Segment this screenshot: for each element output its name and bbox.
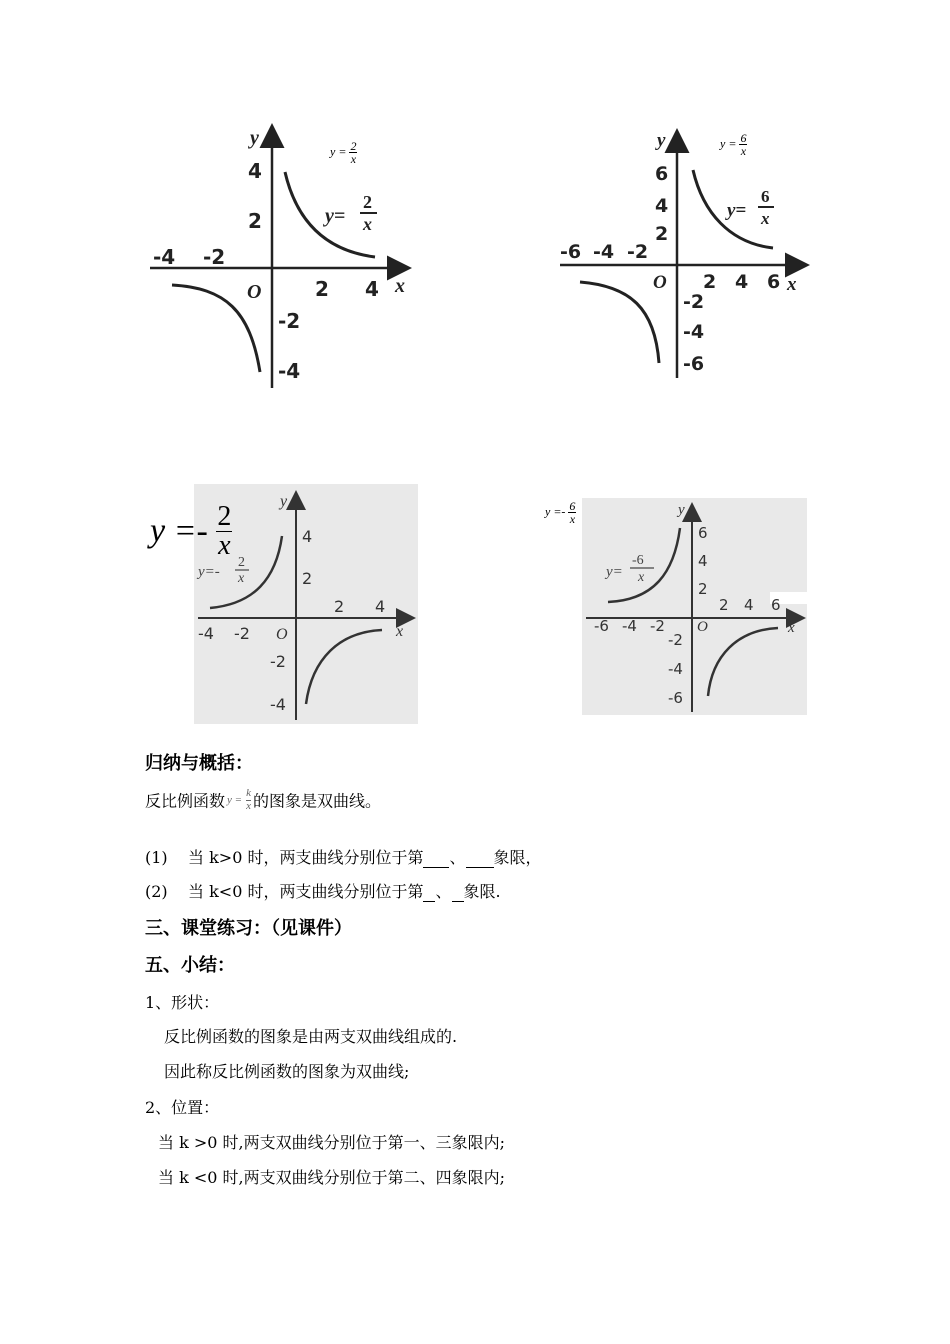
tick-label: -4: [593, 241, 615, 263]
summary-formula: [227, 794, 242, 806]
x-axis-label: x: [787, 274, 797, 295]
curve-label-den: x: [363, 214, 372, 234]
blank: [423, 882, 435, 902]
curve-label-num: 6: [761, 187, 770, 206]
curve-label-lhs: y=: [606, 564, 623, 580]
section-5-heading: 五、小结：: [145, 955, 235, 976]
graph-y-neg-6-over-x: [582, 498, 807, 715]
shape-title: 1、形状：: [145, 993, 220, 1012]
summary-formula-lhs: y =: [227, 793, 243, 806]
tick-label: -6: [683, 353, 705, 375]
tick-label: -2: [270, 652, 286, 671]
curve-label-lhs: y=: [727, 200, 747, 221]
summary-intro: [145, 788, 381, 812]
blank: [452, 882, 464, 902]
tick-label: -4: [683, 321, 705, 343]
curve-label-lhs: y=: [325, 205, 346, 227]
formula-num: 2: [217, 501, 232, 532]
tick-label: 4: [698, 552, 708, 570]
origin-label: O: [653, 272, 667, 293]
shape-line-1: 反比例函数的图象是由两支双曲线组成的.: [164, 1027, 458, 1046]
blank: [466, 848, 494, 868]
summary-formula-num: k: [246, 787, 251, 799]
item-1: [145, 845, 542, 868]
curve-q3: [580, 282, 659, 363]
item-1-text-a: 当 k>0 时，两支曲线分别位于第: [188, 848, 424, 867]
tick-label: 2: [719, 596, 729, 614]
formula-den: x: [740, 144, 747, 158]
y-axis-label: y: [250, 127, 259, 149]
origin-label: O: [697, 619, 708, 635]
tick-label: 4: [744, 596, 754, 614]
tick-label: 4: [365, 277, 379, 301]
formula-y-2-over-x: [330, 140, 357, 165]
curve-label-den: x: [761, 209, 770, 228]
x-axis-label: x: [395, 275, 405, 297]
tick-label: -2: [627, 241, 649, 263]
curve-label-den: x: [638, 570, 645, 585]
tick-label: -2: [650, 617, 665, 635]
curve-q4: [306, 630, 382, 704]
position-line-1: 当 k >0 时,两支双曲线分别位于第一、三象限内;: [158, 1133, 506, 1152]
formula-y-neg-2-over-x: [150, 503, 232, 560]
section-3-heading: 三、课堂练习：（见课件）: [145, 918, 352, 939]
y-axis-label: y: [657, 130, 666, 151]
tick-label: 4: [735, 271, 749, 293]
formula-num: 6: [740, 131, 747, 145]
y-axis-label: y: [678, 502, 685, 518]
item-1-number: (1): [145, 848, 168, 867]
tick-label: -4: [278, 359, 301, 383]
graph4-svg: [582, 498, 807, 715]
tick-label: -4: [270, 695, 286, 714]
graph2-svg: [555, 128, 815, 383]
item-1-text-c: 象限，: [493, 848, 542, 867]
tick-label: 6: [771, 596, 781, 614]
formula-y-neg-6-over-x: [545, 500, 576, 525]
formula-lhs: y =-: [150, 512, 208, 550]
curve-label-num: -6: [632, 553, 644, 568]
tick-label: -4: [153, 245, 176, 269]
tick-label: -4: [668, 660, 683, 678]
graph-y-6-over-x: [555, 128, 815, 383]
curve-label-num: 2: [238, 555, 245, 570]
tick-label: 4: [655, 195, 669, 217]
curve-q4: [708, 628, 778, 696]
position-line-2: 当 k <0 时,两支双曲线分别位于第二、四象限内;: [158, 1168, 506, 1187]
formula-num: 2: [350, 139, 357, 153]
position-title: 2、位置：: [145, 1098, 220, 1117]
summary-formula-den: x: [246, 799, 251, 812]
item-1-text-b: 、: [449, 848, 466, 867]
x-axis-label: x: [788, 620, 795, 636]
tick-label: 4: [302, 527, 313, 546]
graph-y-2-over-x: [145, 120, 415, 390]
curve-label-den: x: [238, 571, 245, 586]
tick-label: 2: [315, 277, 329, 301]
tick-label: -2: [668, 631, 683, 649]
tick-label: 2: [248, 209, 262, 233]
formula-lhs: y =: [330, 144, 347, 159]
item-2-text-b: 、: [435, 882, 452, 901]
summary-heading: 归纳与概括：: [145, 753, 253, 774]
tick-label: 6: [767, 271, 781, 293]
formula-lhs: y =: [720, 136, 737, 151]
origin-label: O: [247, 281, 262, 303]
formula-den: x: [350, 152, 357, 166]
tick-label: -4: [622, 617, 637, 635]
curve-label-lhs: y=-: [198, 564, 220, 580]
tick-label: -2: [203, 245, 226, 269]
summary-fraction: [246, 788, 251, 812]
y-axis-label: y: [280, 493, 288, 510]
tick-label: 4: [248, 159, 262, 183]
formula-lhs: y =-: [545, 504, 566, 519]
blank: [423, 848, 449, 868]
tick-label: -2: [683, 291, 705, 313]
tick-label: -6: [560, 241, 582, 263]
tick-label: 2: [655, 223, 669, 245]
item-2-text-a: 当 k<0 时，两支曲线分别位于第: [188, 882, 424, 901]
summary-intro-after: 的图象是双曲线。: [252, 791, 381, 811]
formula-num: 6: [569, 499, 576, 513]
tick-label: 6: [698, 524, 708, 542]
tick-label: 2: [334, 597, 345, 616]
formula-y-6-over-x: [720, 132, 747, 157]
tick-label: -6: [594, 617, 609, 635]
tick-label: 4: [375, 597, 386, 616]
shape-line-2: 因此称反比例函数的图象为双曲线;: [164, 1062, 410, 1081]
graph1-svg: [145, 120, 415, 390]
summary-intro-before: 反比例函数: [145, 791, 226, 811]
tick-label: -2: [278, 309, 301, 333]
formula-den: x: [218, 530, 231, 561]
tick-label: -2: [234, 624, 250, 643]
curve-label-num: 2: [363, 192, 372, 212]
tick-label: 2: [302, 569, 313, 588]
formula-den: x: [569, 512, 576, 526]
origin-label: O: [276, 626, 288, 643]
item-2: [145, 879, 501, 902]
tick-label: -4: [198, 624, 214, 643]
x-axis-label: x: [396, 623, 404, 640]
tick-label: 6: [655, 163, 669, 185]
tick-label: 2: [698, 580, 708, 598]
tick-label: 2: [703, 271, 717, 293]
tick-label: -6: [668, 689, 683, 707]
item-2-text-c: 象限.: [463, 882, 501, 901]
item-2-number: (2): [145, 882, 168, 901]
